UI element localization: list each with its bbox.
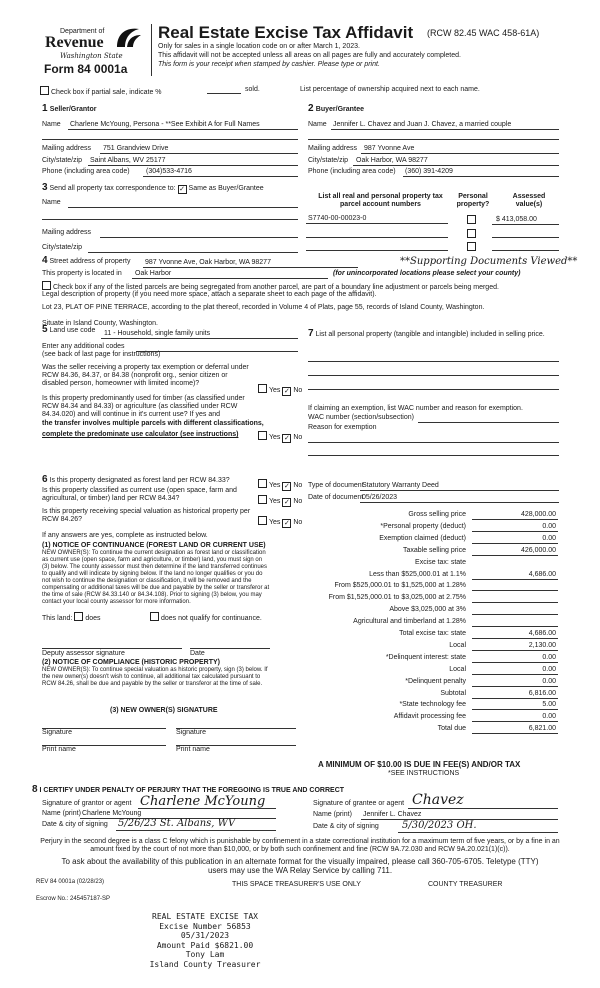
tax-row-line bbox=[472, 555, 558, 556]
corr-name-field[interactable] bbox=[68, 207, 298, 208]
buyer-phone-label: Phone (including area code) bbox=[308, 168, 396, 175]
notice3-title: (3) NEW OWNER(S) SIGNATURE bbox=[110, 707, 218, 714]
see-instructions: *SEE INSTRUCTIONS bbox=[388, 770, 460, 777]
partial-sale-sold: sold. bbox=[245, 86, 260, 93]
revenue-logo-icon bbox=[113, 25, 145, 51]
parcels-col3-header: Assessed value(s) bbox=[512, 193, 546, 208]
tax-row-value[interactable]: 6,816.00 bbox=[528, 689, 556, 697]
does-checkbox[interactable] bbox=[74, 612, 83, 621]
land-use-row: 5 Land use code bbox=[42, 324, 96, 335]
see-back-label: (see back of last page for instructions) bbox=[42, 351, 161, 358]
wac-field[interactable] bbox=[418, 422, 559, 423]
seller-city-label: City/state/zip bbox=[42, 157, 83, 164]
buyer-mailing-value[interactable]: 987 Yvonne Ave bbox=[364, 145, 415, 152]
header-divider bbox=[151, 24, 152, 76]
tax-row-line bbox=[472, 531, 558, 532]
street-address-value[interactable]: 987 Yvonne Ave, Oak Harbor, WA 98277 bbox=[145, 259, 271, 266]
current-use-no-checkbox[interactable]: ✓ bbox=[283, 499, 290, 506]
personal-property-checkbox-1[interactable] bbox=[467, 215, 476, 224]
tax-row-value[interactable]: 5.00 bbox=[542, 701, 556, 709]
does-not-row: does not qualify for continuance. bbox=[150, 612, 300, 623]
partial-sale-percent-field[interactable] bbox=[207, 93, 241, 94]
timber-no-checkbox[interactable]: ✓ bbox=[283, 435, 290, 442]
located-value[interactable]: Oak Harbor bbox=[135, 270, 172, 277]
exemption-no-checkbox[interactable]: ✓ bbox=[283, 388, 290, 395]
parcels-col1-header: List all real and personal property tax parcel account numbers bbox=[318, 193, 443, 208]
tax-row-value[interactable]: 0.00 bbox=[542, 534, 556, 542]
tax-row-line bbox=[472, 543, 558, 544]
assessed-value[interactable]: $ 413,058.00 bbox=[496, 216, 537, 223]
treasurer-use-only: THIS SPACE TREASURER'S USE ONLY bbox=[232, 881, 361, 888]
timber-yes-checkbox[interactable] bbox=[258, 431, 267, 440]
grantor-date-city[interactable]: 5/26/23 St. Albans, WV bbox=[118, 818, 236, 829]
tax-row-label: Total excise tax: state bbox=[399, 630, 466, 637]
buyer-phone-line bbox=[403, 176, 559, 177]
personal-property-checkbox-3[interactable] bbox=[467, 242, 476, 251]
tax-row-line bbox=[472, 519, 558, 520]
rev-number: REV 84 0001a (02/28/23) bbox=[36, 879, 105, 885]
tax-row-label: Affidavit processing fee bbox=[393, 713, 466, 721]
parcel-number[interactable]: S7740-00-00023-0 bbox=[308, 215, 367, 222]
tax-row-value[interactable]: 4,686.00 bbox=[528, 570, 556, 578]
signature-label-1: Signature bbox=[42, 729, 72, 736]
corr-mailing-field[interactable] bbox=[100, 237, 298, 238]
correspondence-row: 3 Send all property tax correspondence to: ✓ Same as Buyer/Grantee bbox=[42, 182, 264, 193]
seller-phone-label: Phone (including area code) bbox=[42, 168, 130, 175]
tax-row-label: Local bbox=[449, 641, 466, 649]
parcel-line-2 bbox=[306, 237, 448, 238]
partial-sale-row bbox=[40, 86, 162, 97]
tax-row-label: *Delinquent penalty bbox=[405, 677, 466, 685]
grantor-signature[interactable]: Charlene McYoung bbox=[140, 794, 266, 809]
notice2-title: (2) NOTICE OF COMPLIANCE (HISTORIC PROPERTY) bbox=[42, 659, 220, 666]
exemption-yes-no: Yes ✓ No bbox=[258, 384, 302, 396]
ownership-note: List percentage of ownership acquired next to each name. bbox=[300, 86, 480, 93]
segregated-row: Check box if any of the listed parcels are being segregated from another parcel, are part of a boundary line adjustment or parcels being merged. bbox=[42, 281, 499, 292]
revenue-logo-text: Revenue bbox=[45, 34, 104, 51]
deputy-signature-line[interactable] bbox=[42, 648, 182, 649]
minimum-due: A MINIMUM OF $10.00 IS DUE IN FEE(S) AND/OR TAX bbox=[318, 760, 521, 769]
located-line bbox=[132, 278, 328, 279]
partial-sale-checkbox[interactable] bbox=[40, 86, 49, 95]
tax-row-value[interactable]: 0.00 bbox=[542, 677, 556, 685]
tax-row-value[interactable]: 0.00 bbox=[542, 713, 556, 721]
street-address-line bbox=[143, 267, 358, 268]
grantee-name-value[interactable]: Jennifer L. Chavez bbox=[363, 811, 422, 818]
tax-row-value[interactable]: 4,686.00 bbox=[528, 630, 556, 637]
seller-heading: 1 Seller/Grantor bbox=[42, 103, 97, 114]
tax-row-line bbox=[472, 686, 558, 687]
seller-mailing-label: Mailing address bbox=[42, 145, 92, 152]
assessed-line-2 bbox=[492, 237, 559, 238]
tax-row-value[interactable]: 426,000.00 bbox=[520, 546, 556, 554]
page-title: Real Estate Excise Tax Affidavit bbox=[158, 23, 414, 42]
form-number: Form 84 0001a bbox=[44, 62, 128, 76]
exemption-yes-checkbox[interactable] bbox=[258, 384, 267, 393]
notice1-body: NEW OWNER(S): To continue the current designation as forest land or classification as current use (open space, farm and agriculture, or timber) land, you must sign on (3) below. The county assessor must then determine if the land transferred continues to qualify and will indicate by signing below. If the land no longer qualifies or you do not wish to continue the designation or classification, it will be removed and the compensating or additional taxes will be due and payable by the seller or transferor at the time of sale (RCW 84.33.140 or 84.34.108). Prior to signing (3) below, you may contact your local county assessor for more information. bbox=[42, 550, 270, 605]
receipt-line-2: Excise Number 56853 bbox=[159, 921, 251, 931]
grantor-sig-label: Signature of grantor or agent bbox=[42, 800, 132, 807]
print-name-label-1: Print name bbox=[42, 746, 76, 753]
corr-name-label: Name bbox=[42, 199, 61, 206]
buyer-city-line bbox=[353, 165, 559, 166]
tax-row-value[interactable]: 0.00 bbox=[542, 665, 556, 673]
legal-description[interactable]: Lot 23, PLAT OF PINE TERRACE, according to the plat thereof, recorded in Volume 4 of Plats, page 55, records of Island County, Washington. bbox=[42, 304, 485, 311]
treasurer-receipt bbox=[140, 912, 270, 969]
perjury-notice: Perjury in the second degree is a class C felony which is punishable by confinement in a state correctional institution for a maximum term of five years, or by a fine in an amount fixed by the court of not more than $10,000, or by both such confinement and fine (RCW 9A.72.030 and RCW 9A.20.021(1)(c)). bbox=[40, 838, 560, 853]
tax-row-value[interactable]: 2,130.00 bbox=[528, 641, 556, 649]
additional-codes-label: Enter any additional codes bbox=[42, 343, 125, 350]
seller-name-value[interactable]: Charlene McYoung, Persona - **See Exhibit A for Full Names bbox=[70, 121, 260, 128]
buyer-extra-line bbox=[308, 139, 559, 140]
tax-row-line bbox=[472, 709, 558, 710]
certify-row: 8 I CERTIFY UNDER PENALTY OF PERJURY THAT THE FOREGOING IS TRUE AND CORRECT bbox=[32, 784, 345, 795]
located-note: (for unincorporated locations please select your county) bbox=[333, 270, 521, 277]
assessed-line-3 bbox=[492, 250, 559, 251]
current-use-yes-checkbox[interactable] bbox=[258, 495, 267, 504]
historic-question: Is this property receiving special valuation as historical property per RCW 84.26? bbox=[42, 508, 251, 523]
grantor-name-value[interactable]: Charlene McYoung bbox=[82, 810, 142, 817]
seller-mailing-line bbox=[100, 153, 298, 154]
timber-question-c: complete the predominate use calculator (see instructions) bbox=[42, 431, 239, 438]
tax-row-label: Excise tax: state bbox=[415, 558, 466, 566]
receipt-line-3: 05/31/2023 bbox=[180, 931, 230, 940]
tax-row-label: Total due bbox=[437, 725, 466, 733]
grantor-sig-line bbox=[138, 808, 276, 809]
forest-no-checkbox[interactable]: ✓ bbox=[283, 483, 290, 490]
tax-row-line bbox=[472, 698, 558, 699]
tax-row-label: From $1,525,000.01 to $3,025,000 at 2.75% bbox=[328, 594, 466, 602]
tax-row-value[interactable]: 6,821.00 bbox=[528, 725, 556, 733]
tax-row-line bbox=[472, 674, 558, 675]
buyer-city-label: City/state/zip bbox=[308, 157, 349, 164]
doc-date-label: Date of document bbox=[308, 494, 364, 501]
buyer-mailing-label: Mailing address bbox=[308, 145, 358, 152]
tax-row-label: Exemption claimed (deduct) bbox=[379, 534, 466, 542]
signature-label-2: Signature bbox=[176, 729, 206, 736]
receipt-line-6: Island County Treasurer bbox=[149, 959, 261, 969]
deputy-date-line[interactable] bbox=[190, 648, 270, 649]
current-use-yes-no: Yes ✓ No bbox=[258, 495, 302, 507]
legal-label: Legal description of property (if you need more space, attach a separate sheet to each page of the affidavit). bbox=[42, 291, 377, 298]
tax-row-label: Agricultural and timberland at 1.28% bbox=[353, 618, 466, 626]
tax-row-line bbox=[472, 662, 558, 663]
personal-property-checkbox-2[interactable] bbox=[467, 229, 476, 238]
land-use-line bbox=[101, 338, 298, 339]
exemption-claim-label: If claiming an exemption, list WAC number and reason for exemption. bbox=[308, 405, 523, 412]
personal-property-heading: 7 List all personal property (tangible and intangible) included in selling price. bbox=[308, 328, 545, 339]
tax-row-label: *Delinquent interest: state bbox=[385, 653, 466, 661]
header-sub1: Only for sales in a single location code on or after March 1, 2023. bbox=[158, 43, 360, 50]
tax-row-line bbox=[472, 733, 558, 734]
rcw-reference: (RCW 82.45 WAC 458-61A) bbox=[427, 28, 540, 38]
corr-city-field[interactable] bbox=[88, 252, 298, 253]
reason-label: Reason for exemption bbox=[308, 424, 377, 431]
grantor-date-label: Date & city of signing bbox=[42, 821, 108, 828]
located-label: This property is located in bbox=[42, 270, 122, 277]
personal-property-line-2[interactable] bbox=[308, 375, 559, 376]
receipt-line-1: REAL ESTATE EXCISE TAX bbox=[152, 912, 258, 921]
forest-yes-no: Yes ✓ No bbox=[258, 479, 302, 491]
grantee-date-city[interactable]: 5/30/2023 OH. bbox=[402, 820, 477, 831]
dept-label: Department of bbox=[60, 28, 105, 35]
this-land-row: This land: does bbox=[42, 612, 101, 623]
escrow-number: Escrow No.: 245457187-SP bbox=[36, 896, 111, 902]
receipt-line-5: Tony Lam bbox=[185, 950, 225, 959]
tax-row-line bbox=[472, 638, 558, 639]
grantee-date-label: Date & city of signing bbox=[313, 823, 379, 830]
tax-row-label: Subtotal bbox=[440, 689, 466, 697]
doc-type-value[interactable]: Statutory Warranty Deed bbox=[362, 482, 439, 489]
supporting-docs-stamp: **Supporting Documents Viewed** bbox=[400, 256, 578, 267]
parcels-col2-header: Personal property? bbox=[456, 193, 490, 208]
reason-line-2[interactable] bbox=[308, 455, 559, 456]
parcel-line-3 bbox=[306, 250, 448, 251]
exemption-question: Was the seller receiving a property tax exemption or deferral under RCW 84.36, 84.37, or 84.38 (nonprofit org., senior citizen or disabled person, homeowner with limited income)? bbox=[42, 364, 249, 387]
tax-row-line bbox=[472, 579, 558, 580]
situate-text: Situate in Island County, Washington. bbox=[42, 320, 158, 327]
header-sub2: This affidavit will not be accepted unless all areas on all pages are fully and accurately completed. bbox=[158, 52, 461, 59]
seller-name-label: Name bbox=[42, 121, 61, 128]
tax-row-value[interactable]: 428,000.00 bbox=[520, 511, 556, 518]
timber-question: Is this property predominantly used for timber (as classified under RCW 84.34 and 84.33) or agriculture (as classified under RCW 84.34.020) and will continue in it's current use? If yes and bbox=[42, 395, 245, 418]
buyer-name-value[interactable]: Jennifer L. Chavez and Juan J. Chavez, a married couple bbox=[333, 121, 512, 128]
historic-no-checkbox[interactable]: ✓ bbox=[283, 520, 290, 527]
if-any-yes: If any answers are yes, complete as instructed below. bbox=[42, 532, 208, 539]
tax-row-label: Above $3,025,000 at 3% bbox=[389, 606, 466, 614]
buyer-name-line bbox=[331, 129, 559, 130]
grantee-sig-label: Signature of grantee or agent bbox=[313, 800, 405, 807]
seller-mailing-value[interactable]: 751 Grandview Drive bbox=[103, 145, 169, 152]
notice2-body: NEW OWNER(S): To continue special valuation as historic property, sign (3) below. If the new owner(s) doesn't wish to continue, all additional tax calculated pursuant to RCW 84.26, shall be due and payable by the seller or transferor at the time of sale. bbox=[42, 667, 268, 687]
grantee-sig-line bbox=[408, 808, 558, 809]
buyer-mailing-line bbox=[361, 153, 559, 154]
tax-row-label: Taxable selling price bbox=[402, 546, 466, 554]
seller-phone-line bbox=[143, 176, 298, 177]
historic-yes-no: Yes ✓ No bbox=[258, 516, 302, 528]
personal-property-line-1[interactable] bbox=[308, 361, 559, 362]
corr-city-label: City/state/zip bbox=[42, 244, 83, 251]
county-treasurer: COUNTY TREASURER bbox=[428, 881, 503, 888]
seller-name-line bbox=[68, 129, 298, 130]
timber-question-b: the transfer involves multiple parcels with different classifications, bbox=[42, 420, 264, 427]
corr-mailing-label: Mailing address bbox=[42, 229, 92, 236]
forest-land-question: 6 Is this property designated as forest land per RCW 84.33? bbox=[42, 474, 230, 485]
grantee-name-label: Name (print) bbox=[313, 811, 352, 818]
segregated-checkbox[interactable] bbox=[42, 281, 51, 290]
tax-row-line bbox=[472, 614, 558, 615]
tax-row-value[interactable]: 0.00 bbox=[542, 522, 556, 530]
seller-extra-line bbox=[42, 139, 298, 140]
state-label: Washington State bbox=[60, 52, 123, 60]
tax-row-value[interactable]: 0.00 bbox=[542, 653, 556, 661]
doc-date-value[interactable]: 05/26/2023 bbox=[362, 494, 398, 501]
buyer-phone-value[interactable]: (360) 391-4209 bbox=[405, 168, 453, 175]
seller-city-value[interactable]: Saint Albans, WV 25177 bbox=[90, 157, 166, 164]
buyer-city-value[interactable]: Oak Harbor, WA 98277 bbox=[356, 157, 428, 164]
alt-format-notice: To ask about the availability of this publication in an alternate format for the visually impaired, please call 360-705-6705. Teletype (TTY) users may use the WA Relay Service by calling 711. bbox=[61, 857, 539, 875]
tax-row-line bbox=[472, 721, 558, 722]
tax-row-line bbox=[472, 590, 558, 591]
corr-extra-line bbox=[42, 219, 298, 220]
doc-type-line bbox=[360, 490, 559, 491]
header-sub3: This form is your receipt when stamped by cashier. Please type or print. bbox=[158, 61, 380, 68]
parcel-line-1 bbox=[306, 223, 448, 224]
assessed-line-1 bbox=[492, 224, 559, 225]
grantee-date-line bbox=[398, 832, 558, 833]
receipt-line-4: Amount Paid $6821.00 bbox=[156, 940, 254, 950]
doc-type-label: Type of document bbox=[308, 482, 364, 489]
grantor-name-label: Name (print) bbox=[42, 810, 81, 817]
seller-city-line bbox=[88, 165, 298, 166]
personal-property-line-3[interactable] bbox=[308, 389, 559, 390]
deputy-date-label: Date bbox=[190, 650, 205, 657]
same-as-buyer-checkbox[interactable]: ✓ bbox=[179, 186, 185, 193]
land-use-code[interactable]: 11 - Household, single family units bbox=[104, 330, 211, 337]
tax-row-label: From $525,000.01 to $1,525,000 at 1.28% bbox=[334, 582, 466, 590]
wac-label: WAC number (section/subsection) bbox=[308, 414, 414, 421]
doc-date-line bbox=[360, 502, 559, 503]
buyer-heading: 2 Buyer/Grantee bbox=[308, 103, 365, 114]
buyer-name-label: Name bbox=[308, 121, 327, 128]
notice1-title: (1) NOTICE OF CONTINUANCE (FOREST LAND OR CURRENT USE) bbox=[42, 542, 266, 549]
additional-codes-field[interactable] bbox=[136, 351, 298, 352]
tax-row-label: *State technology fee bbox=[399, 701, 466, 709]
does-not-checkbox[interactable] bbox=[150, 612, 159, 621]
reason-line-1[interactable] bbox=[308, 442, 559, 443]
print-name-label-2: Print name bbox=[176, 746, 210, 753]
grantor-date-line bbox=[116, 830, 276, 831]
tax-row-line bbox=[472, 650, 558, 651]
tax-row-line bbox=[472, 626, 558, 627]
forest-yes-checkbox[interactable] bbox=[258, 479, 267, 488]
timber-yes-no: Yes ✓ No bbox=[258, 431, 302, 443]
deputy-label: Deputy assessor signature bbox=[42, 650, 125, 657]
current-use-question: Is this property classified as current use (open space, farm and agricultural, or timber) land per RCW 84.34? bbox=[42, 487, 237, 502]
tax-row-label: Gross selling price bbox=[408, 511, 466, 518]
tax-row-label: *Personal property (deduct) bbox=[380, 522, 466, 530]
tax-row-label: Less than $525,000.01 at 1.1% bbox=[369, 570, 466, 578]
tax-row-line bbox=[472, 602, 558, 603]
historic-yes-checkbox[interactable] bbox=[258, 516, 267, 525]
partial-sale-label: Check box if partial sale, indicate % bbox=[51, 89, 162, 96]
tax-row-label: Local bbox=[449, 665, 466, 673]
street-address-row: 4 Street address of property bbox=[42, 255, 131, 266]
grantee-signature[interactable]: Chavez bbox=[412, 792, 464, 808]
seller-phone-value[interactable]: (304)533-4716 bbox=[146, 168, 192, 175]
